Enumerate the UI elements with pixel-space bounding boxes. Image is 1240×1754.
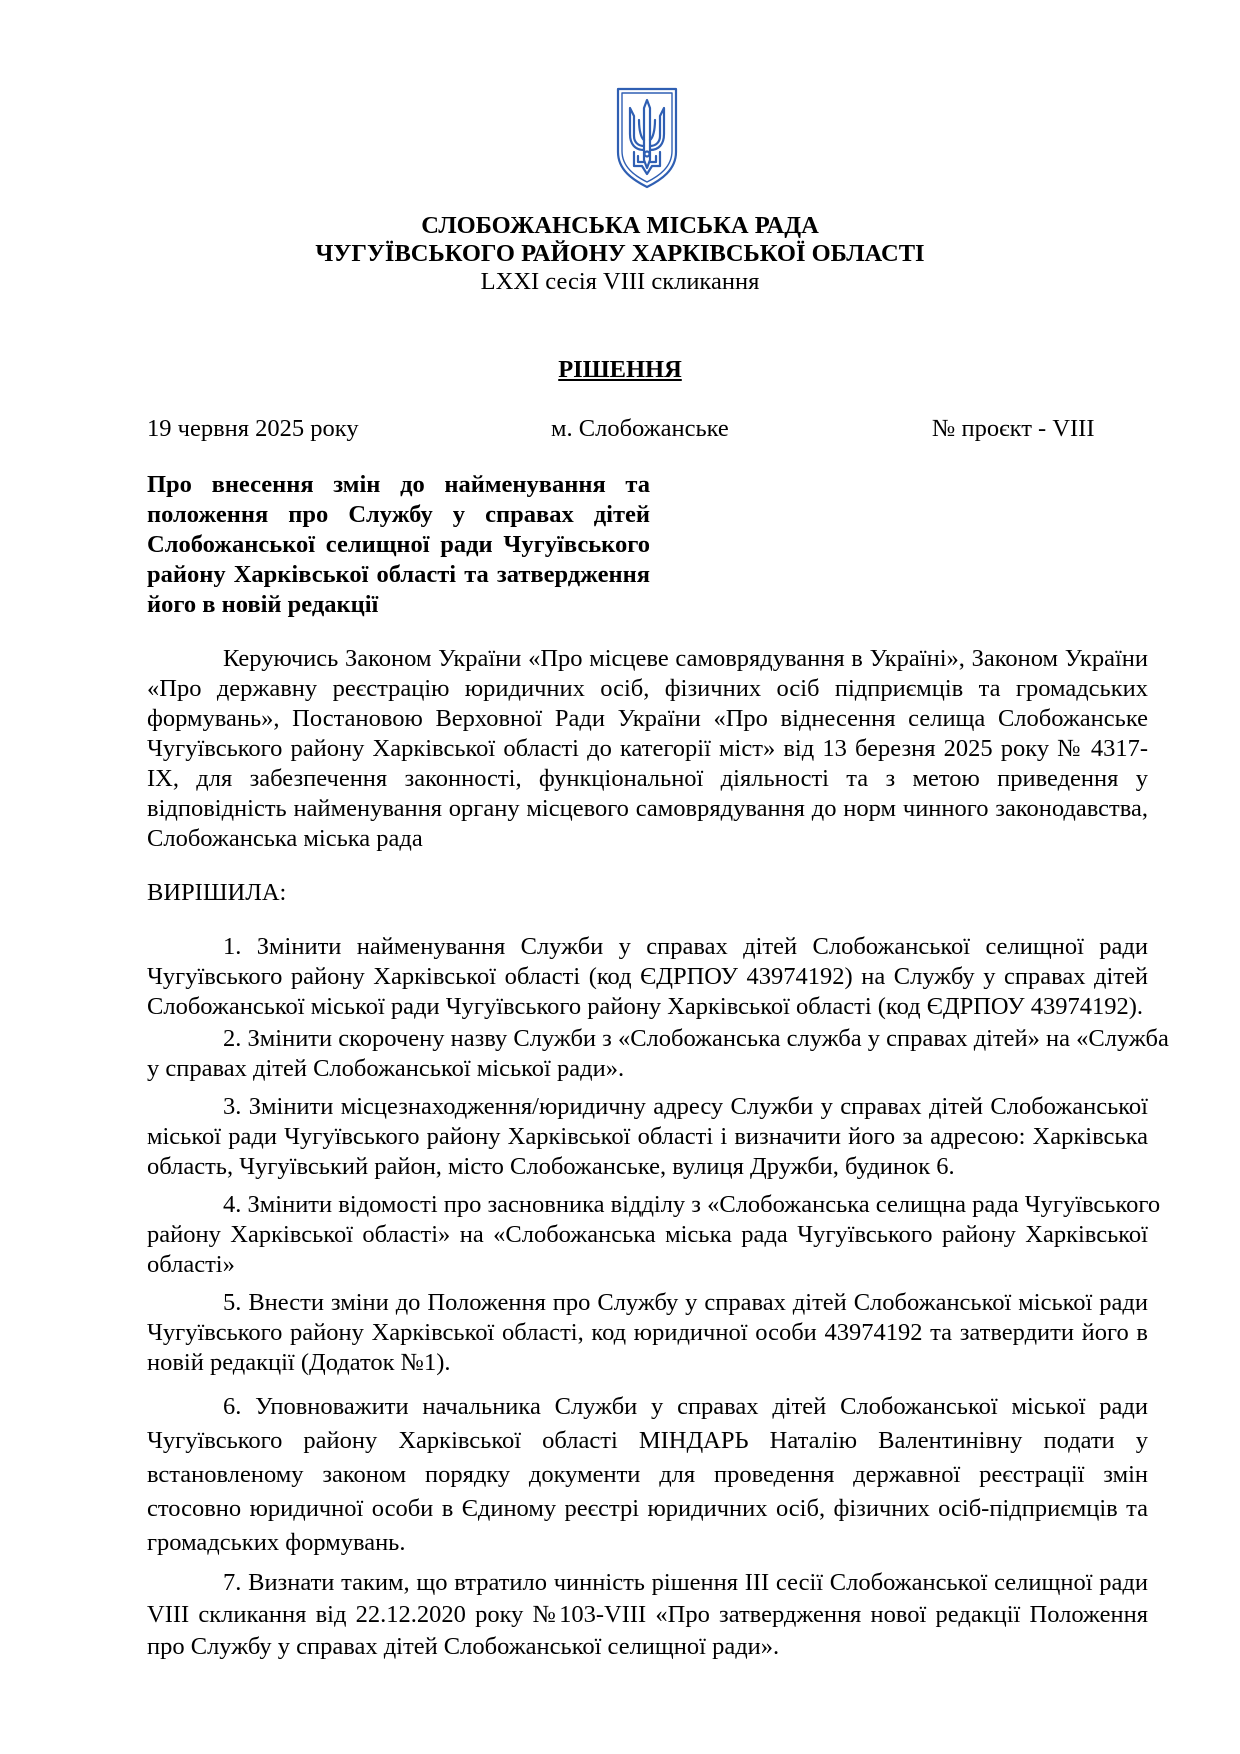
item-3-line: область, Чугуївський район, місто Слобожанське, вулиця Дружби, будинок 6. <box>147 1153 955 1180</box>
council-district: ЧУГУЇВСЬКОГО РАЙОНУ ХАРКІВСЬКОЇ ОБЛАСТІ <box>315 240 925 267</box>
preamble-line: IX, для забезпечення законності, функціональної діяльності та з метою приведення у <box>147 765 1148 792</box>
item-6-line: Чугуївського району Харківської області МІНДАРЬ Наталію Валентинівну подати у <box>147 1427 1148 1454</box>
item-4-line: 4. Змінити відомості про засновника відділу з «Слобожанська селищна рада Чугуївського <box>223 1191 1161 1218</box>
title-line: положення про Службу у справах дітей <box>147 501 650 528</box>
document-type: РІШЕННЯ <box>558 356 682 383</box>
preamble-line: формувань», Постановою Верховної Ради України «Про віднесення селища Слобожанське <box>147 705 1148 732</box>
item-4-line: області» <box>147 1251 235 1278</box>
title-line: району Харківської області та затвердження <box>147 561 650 588</box>
item-6-line: стосовно юридичної особи в Єдиному реєстрі юридичних осіб, фізичних осіб-підприємців та <box>147 1495 1148 1522</box>
title-line: Слобожанської селищної ради Чугуївського <box>147 531 650 558</box>
item-6-line: встановленому законом порядку документи для проведення державної реєстрації змін <box>147 1461 1148 1488</box>
preamble-line: «Про державну реєстрацію юридичних осіб, фізичних осіб підприємців та громадських <box>147 675 1148 702</box>
item-2-line: у справах дітей Слобожанської міської ради». <box>147 1055 625 1082</box>
title-line: Про внесення змін до найменування та <box>147 471 650 498</box>
item-4-line: району Харківської області» на «Слобожанська міська рада Чугуївського району Харківської <box>147 1221 1148 1248</box>
preamble-line: Слобожанська міська рада <box>147 825 423 852</box>
item-1-line: Слобожанської міської ради Чугуївського району Харківської області (код ЄДРПОУ 43974192). <box>147 993 1143 1020</box>
preamble-line: Керуючись Законом України «Про місцеве самоврядування в Україні», Законом України <box>223 645 1148 672</box>
item-7-line: 7. Визнати таким, що втратило чинність рішення ІІІ сесії Слобожанської селищної ради <box>223 1569 1148 1596</box>
decided-heading: ВИРІШИЛА: <box>147 879 287 906</box>
council-name: СЛОБОЖАНСЬКА МІСЬКА РАДА <box>421 212 819 239</box>
date-place-number-row <box>147 414 1097 444</box>
item-5-line: новій редакції (Додаток №1). <box>147 1349 451 1376</box>
item-3-line: міської ради Чугуївського району Харківської області і визначити його за адресою: Харківська <box>147 1123 1148 1150</box>
title-line: його в новій редакції <box>147 591 379 618</box>
item-2-line: 2. Змінити скорочену назву Служби з «Слобожанська служба у справах дітей» на «Служба <box>223 1025 1169 1052</box>
item-6-line: громадських формувань. <box>147 1529 406 1556</box>
document-number: № проєкт - VIII <box>932 415 1095 442</box>
item-1-line: Чугуївського району Харківської області (код ЄДРПОУ 43974192) на Службу у справах дітей <box>147 963 1148 990</box>
item-7-line: VIII скликання від 22.12.2020 року №103-VIII «Про затвердження нової редакції Положення <box>147 1601 1148 1628</box>
session-info: LXXI сесія VIII скликання <box>480 268 760 295</box>
item-3-line: 3. Змінити місцезнаходження/юридичну адресу Служби у справах дітей Слобожанської <box>223 1093 1148 1120</box>
ukraine-coat-of-arms-icon <box>615 86 679 190</box>
document-date: 19 червня 2025 року <box>147 415 359 442</box>
item-5-line: 5. Внести зміни до Положення про Службу у справах дітей Слобожанської міської ради <box>223 1289 1148 1316</box>
item-5-line: Чугуївського району Харківської області, код юридичної особи 43974192 та затвердити його в <box>147 1319 1148 1346</box>
item-7-line: про Службу у справах дітей Слобожанської селищної ради». <box>147 1633 780 1660</box>
item-6-line: 6. Уповноважити начальника Служби у справах дітей Слобожанської міської ради <box>223 1393 1148 1420</box>
preamble-line: Чугуївського району Харківської області до категорії міст» від 13 березня 2025 року № 4317- <box>147 735 1148 762</box>
preamble-line: відповідність найменування органу місцевого самоврядування до норм чинного законодавства, <box>147 795 1148 822</box>
item-1-line: 1. Змінити найменування Служби у справах дітей Слобожанської селищної ради <box>223 933 1148 960</box>
document-place: м. Слобожанське <box>551 415 729 442</box>
